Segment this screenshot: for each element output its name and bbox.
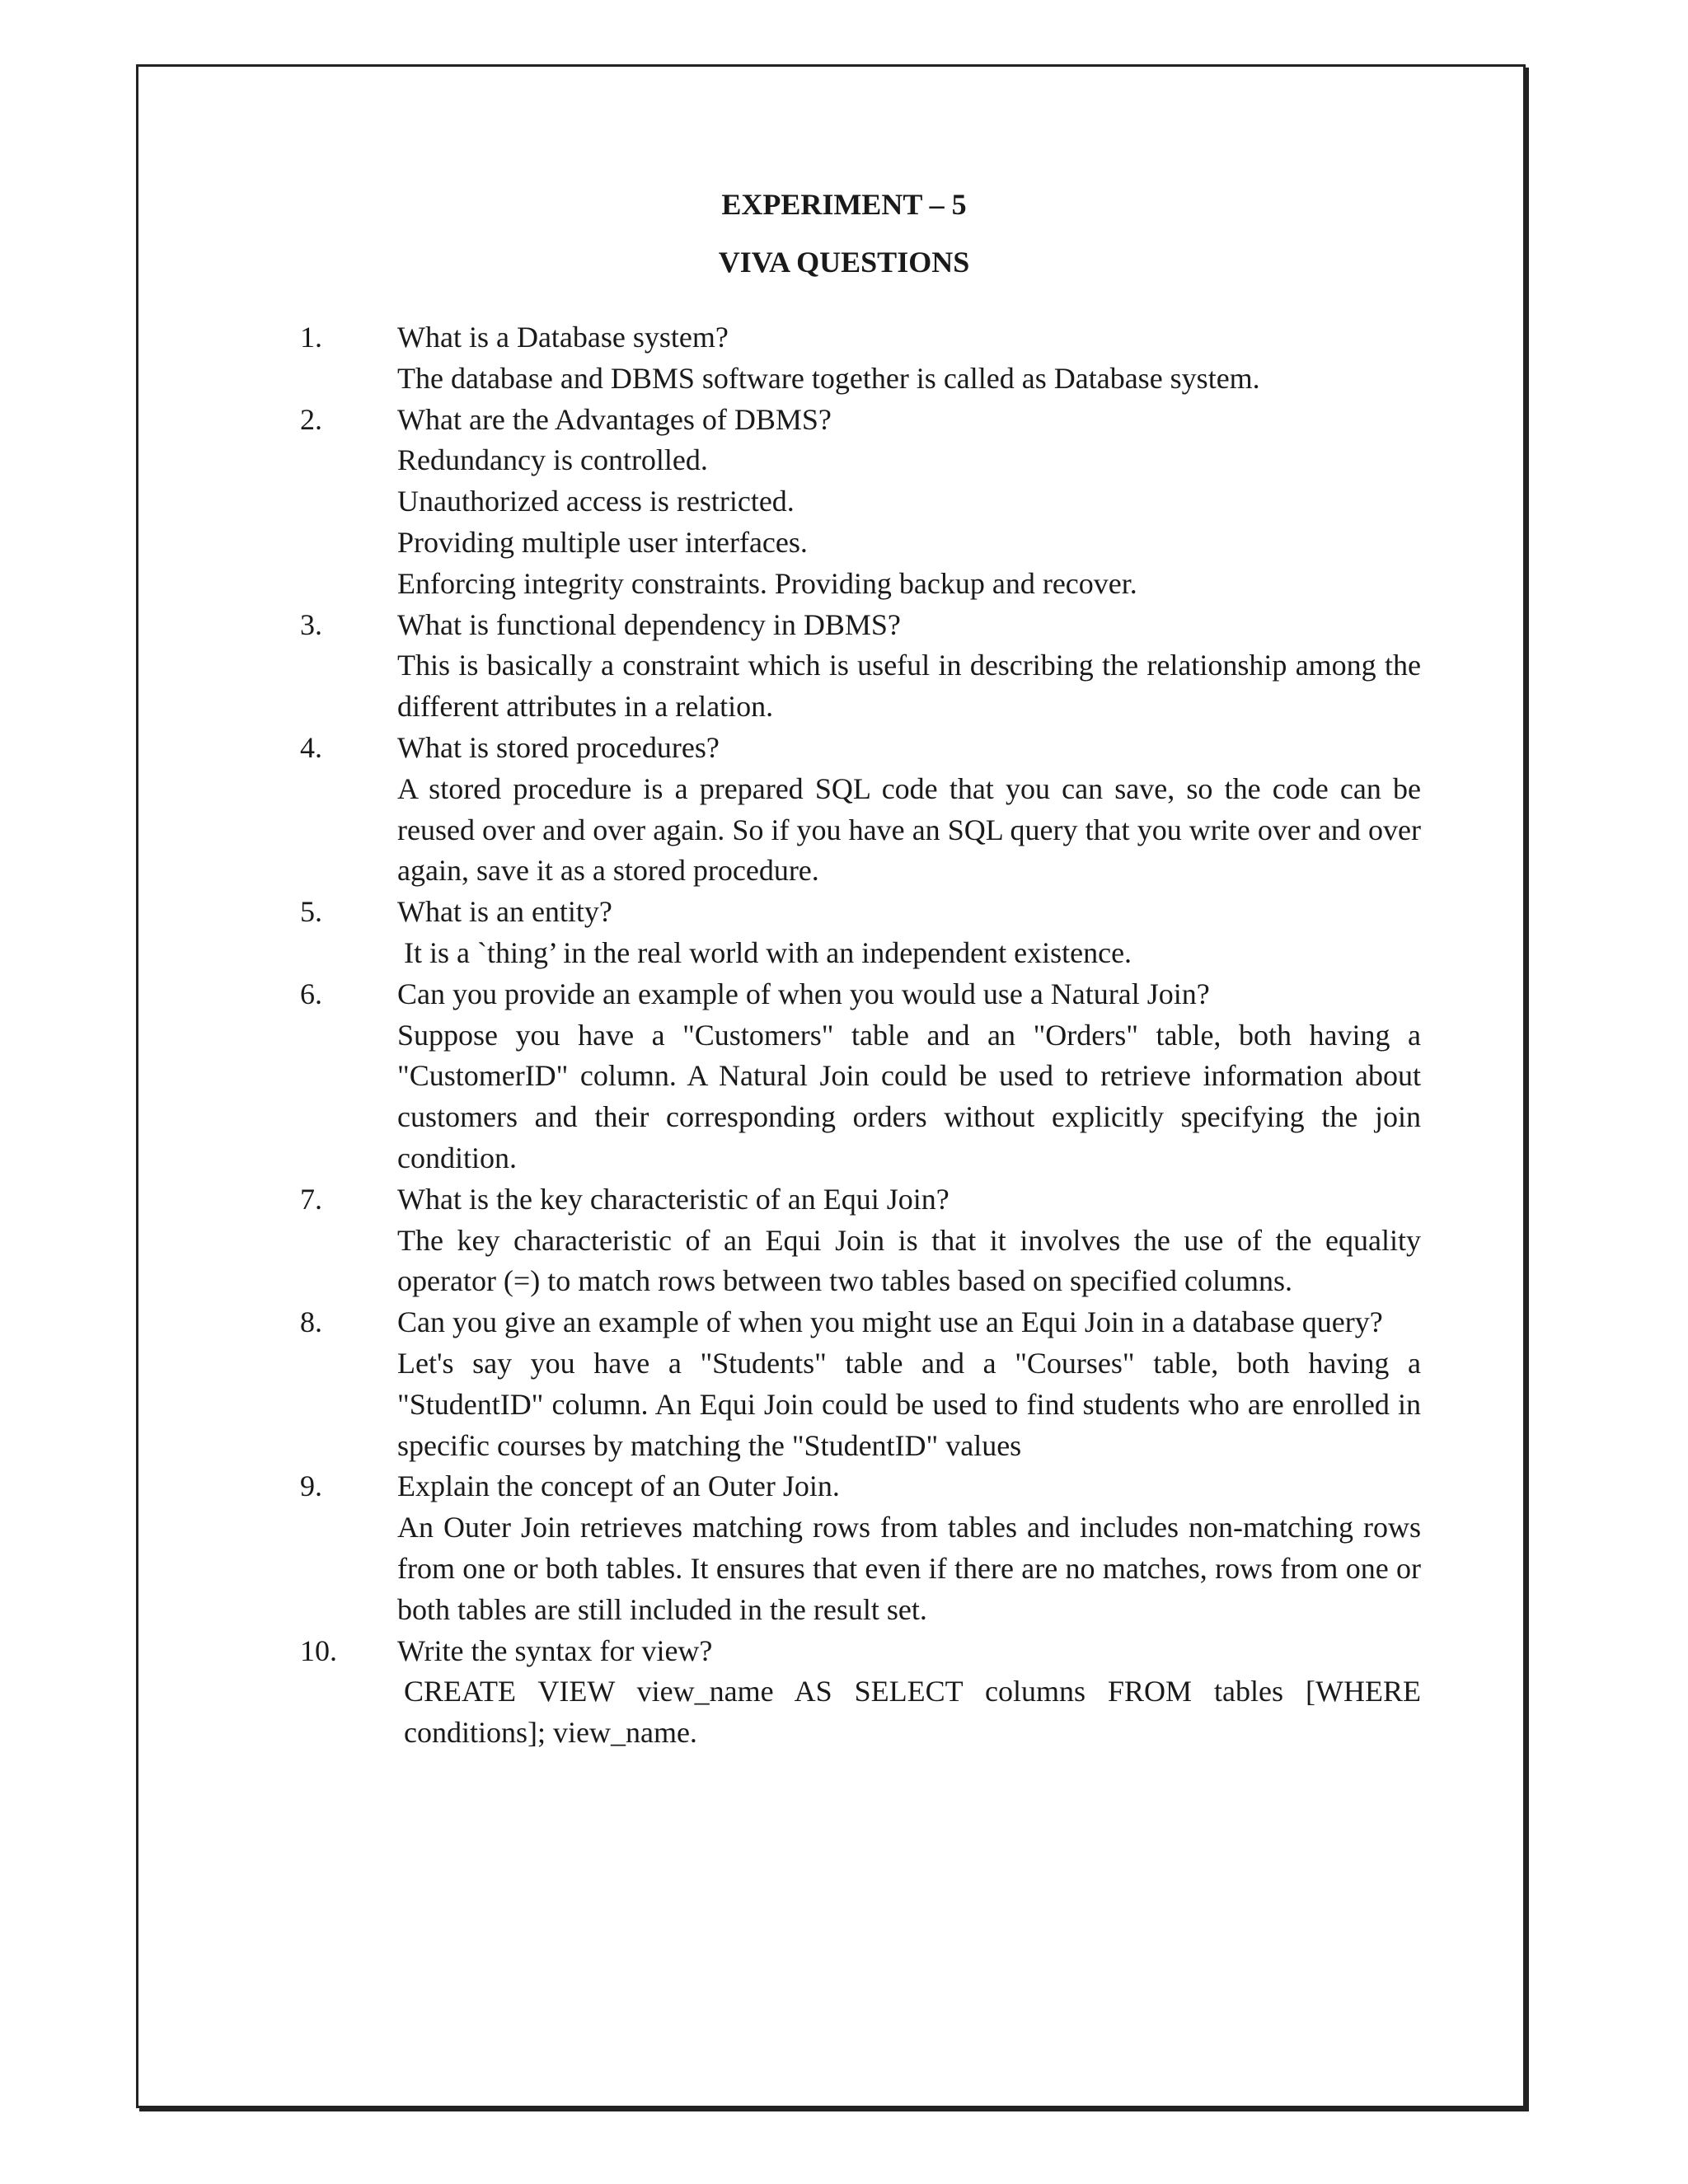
question-text: What is functional dependency in DBMS?	[397, 607, 901, 641]
answer-text: The key characteristic of an Equi Join is that it involves the use of the equality operator (=) to match rows between two tables based on specified columns.	[397, 1223, 1421, 1298]
question-item-8	[300, 1302, 1421, 1466]
question-number: 1.	[300, 321, 322, 354]
question-text: What are the Advantages of DBMS?	[397, 402, 832, 436]
question-item-3	[300, 605, 1421, 728]
question-item-7	[300, 1179, 1421, 1302]
question-number: 4.	[300, 730, 322, 764]
question-text: Can you give an example of when you might use an Equi Join in a database query?	[397, 1305, 1383, 1339]
question-number: 7.	[300, 1182, 322, 1216]
question-number: 2.	[300, 402, 322, 436]
answer-text: CREATE VIEW view_name AS SELECT columns FROM tables [WHERE conditions]; view_name.	[404, 1675, 1421, 1750]
question-item-10	[300, 1631, 1421, 1754]
question-number: 3.	[300, 607, 322, 641]
answer-text: Unauthorized access is restricted.	[397, 485, 795, 518]
viva-question-list	[300, 317, 1421, 1754]
question-text: Explain the concept of an Outer Join.	[397, 1469, 840, 1503]
answer-text: Enforcing integrity constraints. Providing backup and recover.	[397, 566, 1137, 600]
document-subtitle: VIVA QUESTIONS	[718, 246, 970, 279]
answer-text: Providing multiple user interfaces.	[397, 525, 808, 559]
answer-text: Suppose you have a "Customers" table and an "Orders" table, both having a "CustomerID" column. A Natural Join could be used to retrieve information about customers and their corresponding orders without explicitly specifying the join condition.	[397, 1018, 1421, 1174]
question-text: Write the syntax for view?	[397, 1633, 713, 1667]
answer-text: An Outer Join retrieves matching rows from tables and includes non-matching rows from one or both tables. It ensures that even if there are no matches, rows from one or both tables are still included in the result set.	[397, 1511, 1421, 1626]
question-number: 6.	[300, 977, 322, 1010]
question-item-9	[300, 1466, 1421, 1630]
question-number: 10.	[300, 1633, 337, 1667]
question-text: What is an entity?	[397, 895, 612, 929]
answer-text: This is basically a constraint which is useful in describing the relationship among the different attributes in a relation.	[397, 649, 1421, 724]
question-text: Can you provide an example of when you would use a Natural Join?	[397, 977, 1210, 1010]
question-item-2	[300, 400, 1421, 605]
question-text: What is the key characteristic of an Equi Join?	[397, 1182, 950, 1216]
question-item-5	[300, 892, 1421, 974]
question-text: What is a Database system?	[397, 321, 729, 354]
document-title: EXPERIMENT – 5	[721, 188, 967, 221]
question-item-6	[300, 974, 1421, 1179]
answer-text: A stored procedure is a prepared SQL code that you can save, so the code can be reused over and over again. So if you have an SQL query that you write over and over again, save it as a stored procedure.	[397, 771, 1421, 888]
answer-text: The database and DBMS software together is called as Database system.	[397, 361, 1260, 395]
question-item-4	[300, 728, 1421, 892]
question-number: 9.	[300, 1469, 322, 1503]
question-number: 5.	[300, 895, 322, 929]
answer-text: Redundancy is controlled.	[397, 443, 708, 477]
answer-text: Let's say you have a "Students" table and a "Courses" table, both having a "StudentID" column. An Equi Join could be used to find students who are enrolled in specific courses by matching the "StudentID" values	[397, 1346, 1421, 1462]
question-number: 8.	[300, 1305, 322, 1339]
question-item-1	[300, 317, 1421, 400]
answer-text: It is a `thing’ in the real world with an independent existence.	[404, 935, 1132, 969]
question-text: What is stored procedures?	[397, 730, 720, 764]
